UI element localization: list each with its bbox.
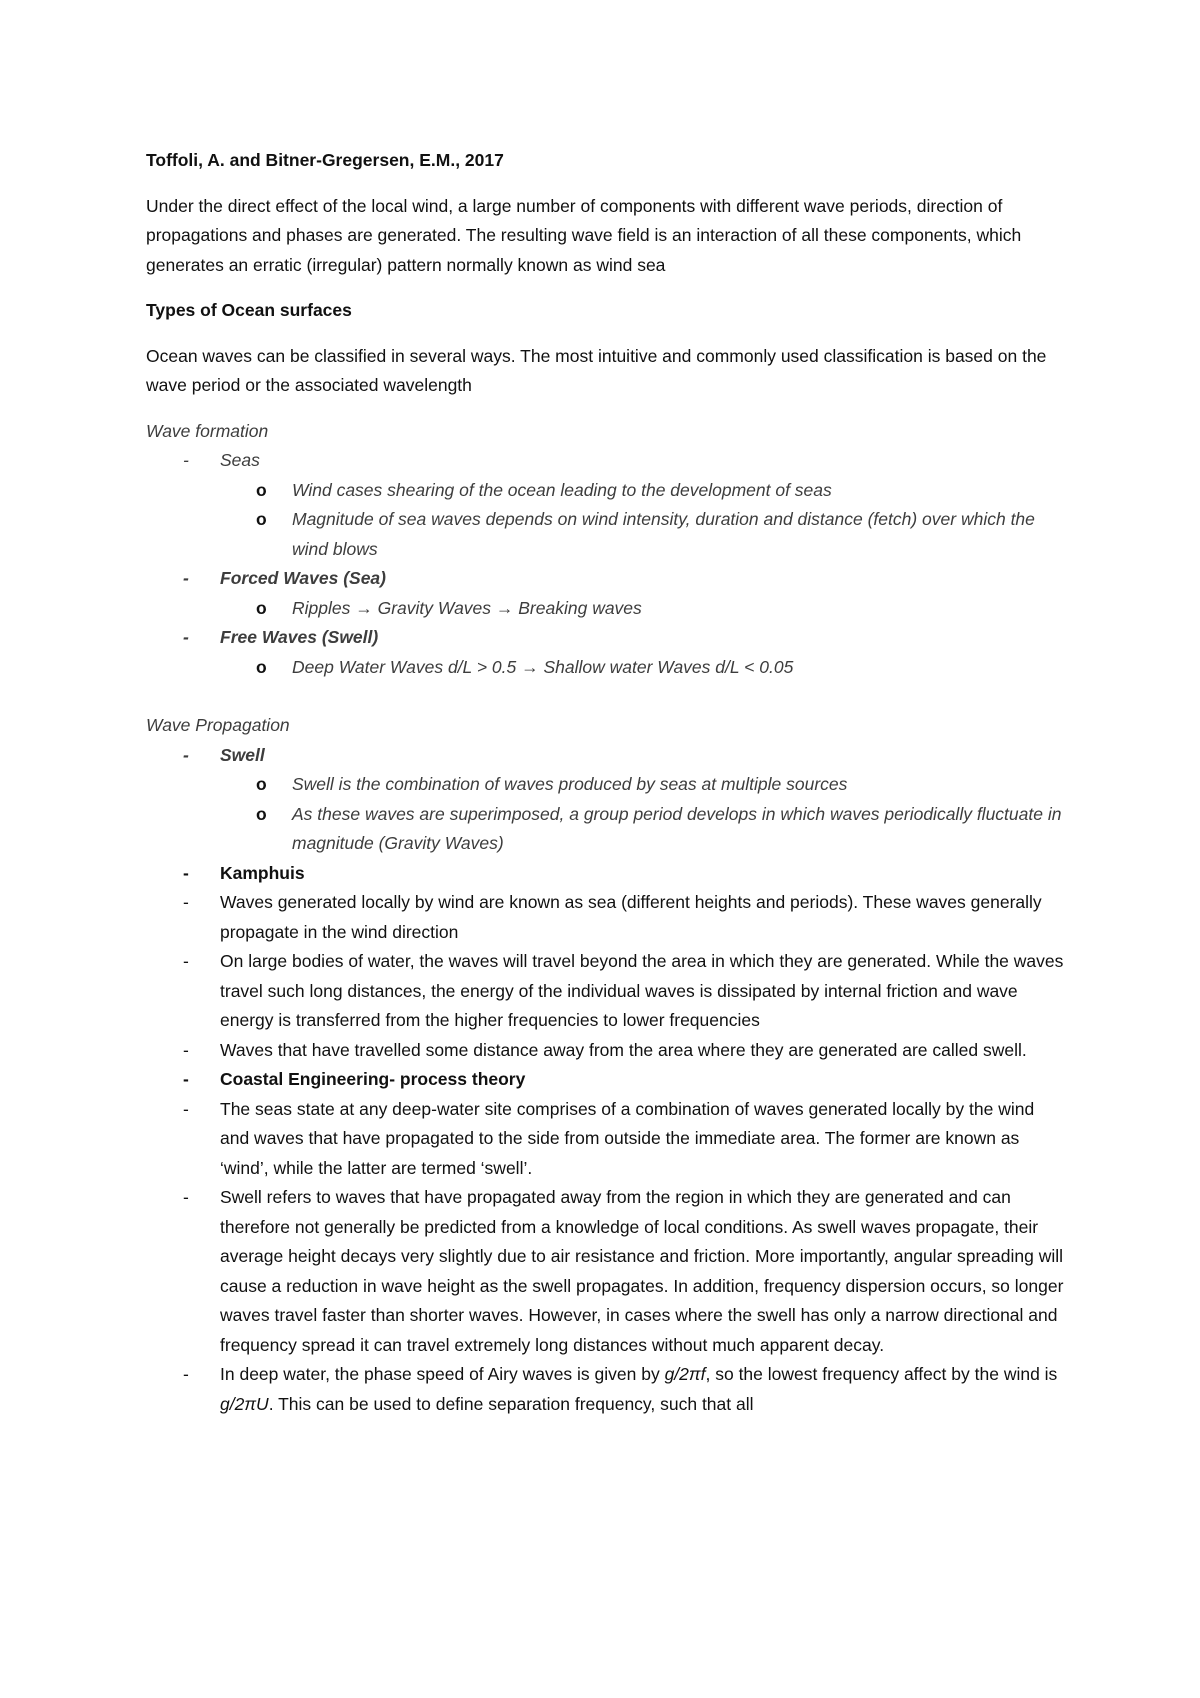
types-paragraph: Ocean waves can be classified in several ways. The most intuitive and commonly used classification is based on the wave period or the associated wavelength xyxy=(146,345,1047,395)
dash-marker: - xyxy=(183,951,189,971)
formula-phase-speed: g/2πf xyxy=(664,1364,706,1384)
list-item-airy-waves xyxy=(146,1360,1066,1419)
circle-marker: o xyxy=(256,479,267,500)
dash-marker: - xyxy=(183,627,189,647)
circle-marker: o xyxy=(256,803,267,824)
dash-marker: - xyxy=(183,1039,189,1060)
sub-list-item xyxy=(146,653,1066,683)
sub-list-item xyxy=(146,770,1066,800)
intro-paragraph: Under the direct effect of the local wind, a large number of components with different wave periods, direction of propagations and phases are generated. The resulting wave field is an interaction of all these components, which generates an erratic (irregular) pattern normally known as wind sea xyxy=(146,195,1022,275)
coastal-engineering-label: Coastal Engineering- process theory xyxy=(220,1069,526,1089)
dash-marker: - xyxy=(183,1187,189,1207)
list-item-text: Waves generated locally by wind are known as sea (different heights and periods). These waves generally propagate in the wind direction xyxy=(220,892,1042,942)
sub-item-text: Wind cases shearing of the ocean leading to the development of seas xyxy=(292,479,832,500)
citation-heading: Toffoli, A. and Bitner-Gregersen, E.M., 2017 xyxy=(146,150,504,170)
types-heading: Types of Ocean surfaces xyxy=(146,300,352,320)
dash-marker: - xyxy=(183,1098,189,1119)
circle-marker: o xyxy=(256,774,267,794)
airy-text-2: , so the lowest frequency affect by the wind is xyxy=(705,1364,1058,1384)
dash-marker: - xyxy=(183,744,189,765)
seas-label: Seas xyxy=(220,450,260,470)
free-waves-label: Free Waves (Swell) xyxy=(220,627,379,647)
list-item-seas xyxy=(146,446,1066,476)
list-item xyxy=(146,1183,1066,1360)
sub-list-item xyxy=(146,594,1066,624)
list-item-text: Swell refers to waves that have propagated away from the region in which they are generated and can therefore not generally be predicted from a knowledge of local conditions. As swell waves propagate, their average height decays very slightly due to air resistance and friction. More importantly, angular spreading will cause a reduction in wave height as the swell propagates. In addition, frequency dispersion occurs, so longer waves travel faster than shorter waves. However, in cases where the swell has only a narrow directional and frequency spread it can travel extremely long distances without much apparent decay. xyxy=(220,1187,1064,1355)
circle-marker: o xyxy=(256,656,267,677)
list-item-text: The seas state at any deep-water site comprises of a combination of waves generated locally by the wind and waves that have propagated to the side from outside the immediate area. The former are known as ‘wind’, while the latter are termed ‘swell’. xyxy=(220,1098,1035,1178)
sub-list-item xyxy=(146,800,1066,859)
list-item-text: Waves that have travelled some distance away from the area where they are generated are called swell. xyxy=(220,1039,1027,1060)
list-item xyxy=(146,1095,1066,1184)
sub-item-text: Magnitude of sea waves depends on wind intensity, duration and distance (fetch) over which the wind blows xyxy=(292,509,1035,559)
circle-marker: o xyxy=(256,597,267,618)
sub-list-item xyxy=(146,505,1066,564)
list-item xyxy=(146,888,1066,947)
list-item-coastal-engineering xyxy=(146,1065,1066,1095)
dash-marker: - xyxy=(183,1069,189,1089)
sub-item-text: Ripples → Gravity Waves → Breaking waves xyxy=(292,597,642,618)
list-item xyxy=(146,1036,1066,1066)
sub-item-text: Deep Water Waves d/L > 0.5 → Shallow water Waves d/L < 0.05 xyxy=(292,656,794,677)
forced-waves-label: Forced Waves (Sea) xyxy=(220,568,386,588)
wave-propagation-heading: Wave Propagation xyxy=(146,715,290,735)
sub-item-text: Swell is the combination of waves produced by seas at multiple sources xyxy=(292,774,848,794)
airy-text-1: In deep water, the phase speed of Airy waves is given by xyxy=(220,1364,665,1384)
dash-marker: - xyxy=(183,450,189,470)
list-item-forced-waves xyxy=(146,564,1066,594)
list-item xyxy=(146,947,1066,1036)
dash-marker: - xyxy=(183,862,189,883)
list-item-kamphuis xyxy=(146,859,1066,889)
airy-text-3: . This can be used to define separation frequency, such that all xyxy=(268,1393,754,1414)
circle-marker: o xyxy=(256,509,267,529)
wave-formation-heading: Wave formation xyxy=(146,420,269,441)
sub-item-text: As these waves are superimposed, a group period develops in which waves periodically fluctuate in magnitude (Gravity Waves) xyxy=(292,803,1062,853)
dash-marker: - xyxy=(183,568,189,588)
dash-marker: - xyxy=(183,892,189,912)
sub-list-item xyxy=(146,476,1066,506)
kamphuis-label: Kamphuis xyxy=(220,862,305,883)
swell-label: Swell xyxy=(220,744,265,765)
formula-lowest-frequency: g/2πU xyxy=(220,1393,269,1414)
list-item-swell xyxy=(146,741,1066,771)
document-body xyxy=(146,146,1066,1419)
dash-marker: - xyxy=(183,1364,189,1384)
list-item-text: On large bodies of water, the waves will travel beyond the area in which they are generated. While the waves travel such long distances, the energy of the individual waves is dissipated by internal friction and wave energy is transferred from the higher frequencies to lower frequencies xyxy=(220,951,1064,1030)
list-item-free-waves xyxy=(146,623,1066,653)
